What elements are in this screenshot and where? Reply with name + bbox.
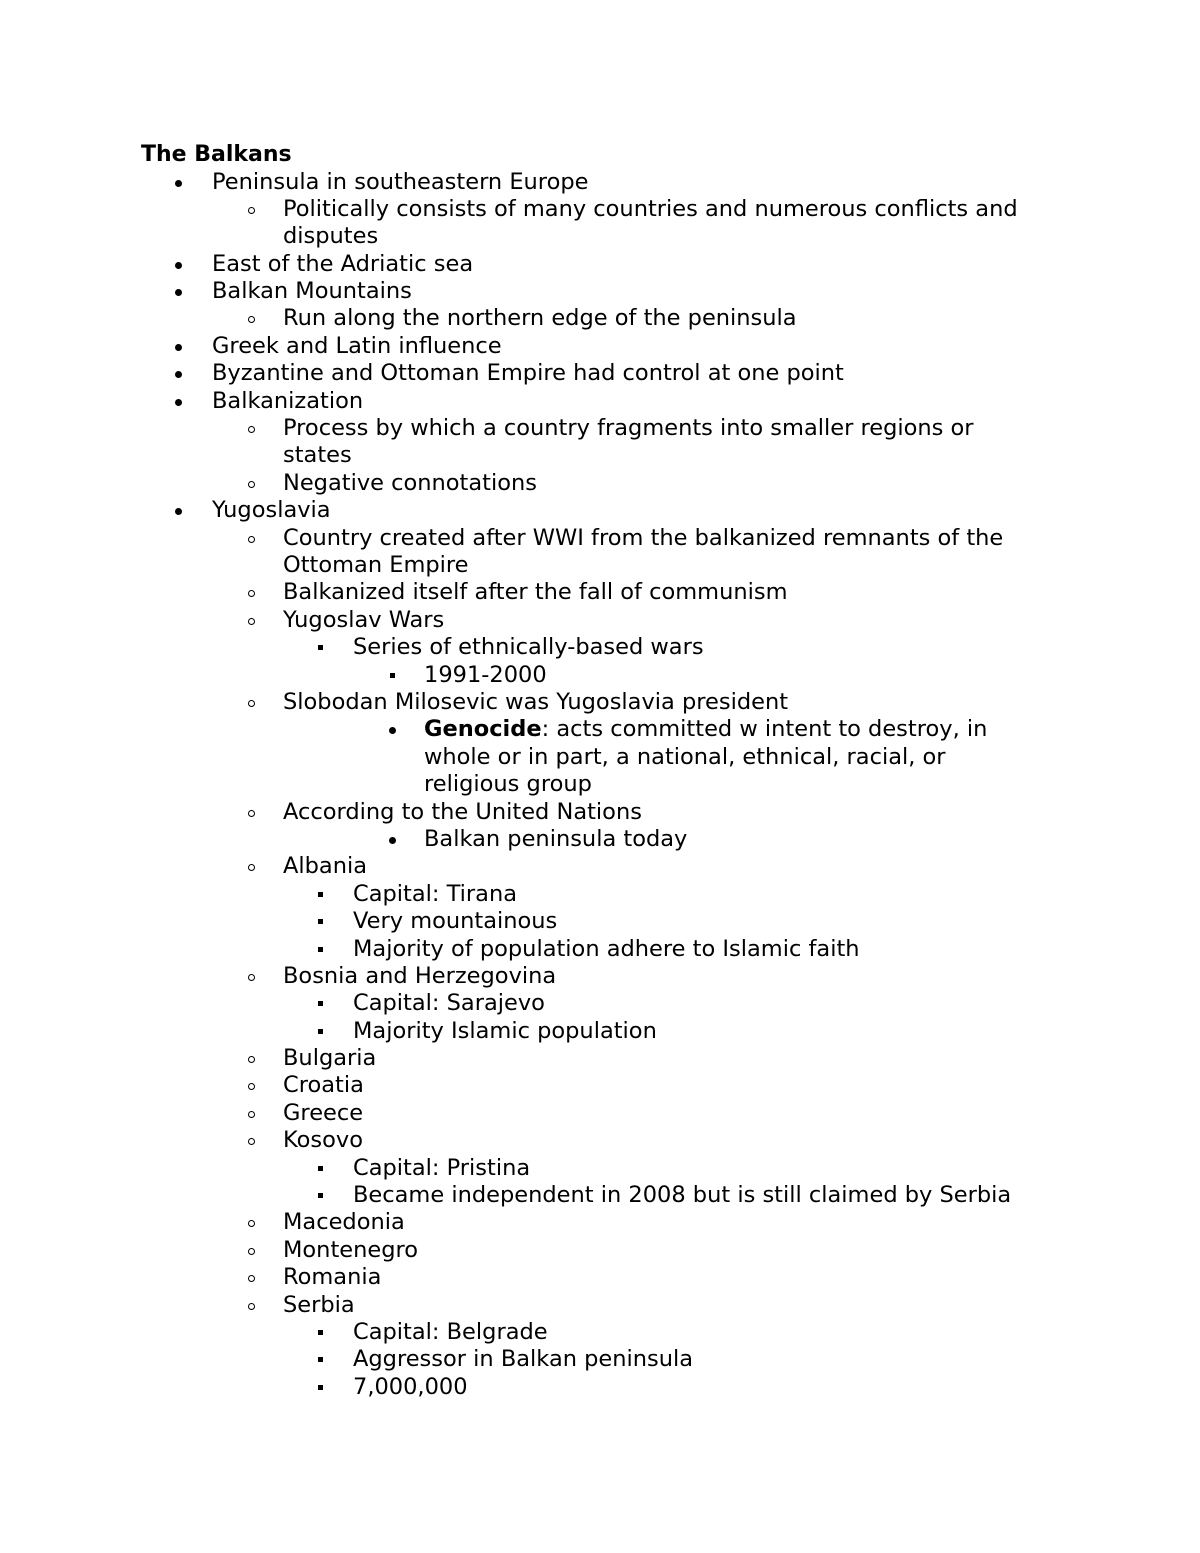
list-item bbox=[0, 579, 1200, 606]
list-item bbox=[0, 525, 1200, 580]
list-item bbox=[0, 799, 1200, 826]
list-item-text: Capital: Belgrade bbox=[353, 1318, 548, 1345]
bullet-circle-icon bbox=[248, 316, 255, 323]
bullet-square-icon bbox=[318, 947, 323, 952]
list-item-text: Politically consists of many countries and numerous conflicts and disputes bbox=[283, 195, 1018, 250]
bullet-dot-icon bbox=[389, 727, 396, 734]
list-item-text: Balkanization bbox=[212, 387, 364, 414]
bullet-square-icon bbox=[318, 1166, 323, 1171]
list-item bbox=[0, 936, 1200, 963]
list-item bbox=[0, 716, 1200, 798]
list-item-text: Montenegro bbox=[283, 1236, 419, 1263]
list-item-text: Balkan peninsula today bbox=[424, 825, 688, 852]
list-item bbox=[0, 278, 1200, 305]
list-item-text: Macedonia bbox=[283, 1209, 405, 1236]
list-item bbox=[0, 470, 1200, 497]
bullet-outline bbox=[0, 169, 1200, 1402]
list-item-text: Romania bbox=[283, 1264, 382, 1291]
list-item-text: Bosnia and Herzegovina bbox=[283, 962, 557, 989]
list-item-text: Byzantine and Ottoman Empire had control at one point bbox=[212, 360, 844, 387]
list-item bbox=[0, 333, 1200, 360]
bullet-square-icon bbox=[318, 1357, 323, 1362]
list-item bbox=[0, 1209, 1200, 1236]
list-item bbox=[0, 497, 1200, 524]
bullet-circle-icon bbox=[248, 1275, 255, 1282]
list-item bbox=[0, 388, 1200, 415]
list-item-text: Capital: Pristina bbox=[353, 1154, 531, 1181]
definition-text: : acts committed w intent to destroy, in whole or in part, a national, ethnical, racial, or religious group bbox=[424, 716, 988, 798]
list-item bbox=[0, 1072, 1200, 1099]
bullet-circle-icon bbox=[248, 864, 255, 871]
bullet-square-icon bbox=[318, 1001, 323, 1006]
bullet-square-icon bbox=[390, 673, 395, 678]
list-item bbox=[0, 908, 1200, 935]
list-item-text: Run along the northern edge of the peninsula bbox=[283, 305, 797, 332]
list-item-text: Croatia bbox=[283, 1072, 364, 1099]
list-item-text: Country created after WWI from the balkanized remnants of the Ottoman Empire bbox=[283, 524, 1004, 579]
bullet-circle-icon bbox=[248, 1248, 255, 1255]
list-item-text: 1991-2000 bbox=[424, 661, 547, 688]
list-item bbox=[0, 1018, 1200, 1045]
bullet-dot-icon bbox=[175, 344, 182, 351]
list-item bbox=[0, 1155, 1200, 1182]
bullet-dot-icon bbox=[389, 837, 396, 844]
list-item-text: Majority of population adhere to Islamic faith bbox=[353, 935, 860, 962]
bullet-circle-icon bbox=[248, 426, 255, 433]
bullet-square-icon bbox=[318, 1029, 323, 1034]
bullet-circle-icon bbox=[248, 700, 255, 707]
list-item-text: Aggressor in Balkan peninsula bbox=[353, 1346, 694, 1373]
list-item-text: Balkanized itself after the fall of communism bbox=[283, 579, 788, 606]
bullet-dot-icon bbox=[175, 399, 182, 406]
list-item bbox=[0, 169, 1200, 196]
bullet-square-icon bbox=[318, 919, 323, 924]
list-item bbox=[0, 853, 1200, 880]
bullet-square-icon bbox=[318, 892, 323, 897]
bullet-circle-icon bbox=[248, 207, 255, 214]
page-title: The Balkans bbox=[141, 142, 292, 167]
bullet-circle-icon bbox=[248, 1111, 255, 1118]
list-item-text: Majority Islamic population bbox=[353, 1017, 657, 1044]
list-item bbox=[0, 1319, 1200, 1346]
bullet-circle-icon bbox=[248, 1220, 255, 1227]
bullet-dot-icon bbox=[175, 508, 182, 515]
list-item bbox=[0, 881, 1200, 908]
list-item-text: East of the Adriatic sea bbox=[212, 250, 474, 277]
bullet-circle-icon bbox=[248, 1083, 255, 1090]
list-item-text: Balkan Mountains bbox=[212, 278, 412, 305]
bullet-circle-icon bbox=[248, 974, 255, 981]
list-item bbox=[0, 607, 1200, 634]
list-item-text: Slobodan Milosevic was Yugoslavia president bbox=[283, 688, 789, 715]
list-item-text bbox=[424, 716, 987, 798]
list-item-text: Negative connotations bbox=[283, 469, 537, 496]
list-item-text: Peninsula in southeastern Europe bbox=[212, 168, 589, 195]
bullet-circle-icon bbox=[248, 536, 255, 543]
list-item-text: Process by which a country fragments into smaller regions or states bbox=[283, 415, 974, 469]
list-item bbox=[0, 1127, 1200, 1154]
list-item bbox=[0, 634, 1200, 661]
bullet-circle-icon bbox=[248, 1056, 255, 1063]
bullet-circle-icon bbox=[248, 810, 255, 817]
list-item bbox=[0, 826, 1200, 853]
list-item bbox=[0, 1264, 1200, 1291]
bullet-circle-icon bbox=[248, 481, 255, 488]
list-item-text: Serbia bbox=[283, 1291, 355, 1318]
list-item-text: Bulgaria bbox=[283, 1045, 377, 1072]
list-item bbox=[0, 662, 1200, 689]
bullet-square-icon bbox=[318, 1330, 323, 1335]
list-item bbox=[0, 360, 1200, 387]
defined-term: Genocide bbox=[424, 716, 542, 743]
bullet-dot-icon bbox=[175, 262, 182, 269]
bullet-square-icon bbox=[318, 1385, 323, 1390]
list-item-text: Series of ethnically-based wars bbox=[353, 634, 704, 661]
list-item bbox=[0, 1045, 1200, 1072]
bullet-dot-icon bbox=[175, 371, 182, 378]
list-item-text: Capital: Sarajevo bbox=[353, 990, 545, 1017]
list-item-text: Greek and Latin influence bbox=[212, 332, 502, 359]
bullet-circle-icon bbox=[248, 618, 255, 625]
list-item bbox=[0, 689, 1200, 716]
list-item-text: According to the United Nations bbox=[283, 798, 642, 825]
list-item bbox=[0, 990, 1200, 1017]
list-item-text: Capital: Tirana bbox=[353, 880, 518, 907]
list-item bbox=[0, 1237, 1200, 1264]
list-item bbox=[0, 415, 1200, 470]
bullet-circle-icon bbox=[248, 590, 255, 597]
bullet-square-icon bbox=[318, 1193, 323, 1198]
bullet-circle-icon bbox=[248, 1303, 255, 1310]
bullet-dot-icon bbox=[175, 289, 182, 296]
list-item bbox=[0, 251, 1200, 278]
list-item-text: Kosovo bbox=[283, 1127, 363, 1154]
list-item bbox=[0, 1100, 1200, 1127]
list-item bbox=[0, 1374, 1200, 1401]
bullet-square-icon bbox=[318, 645, 323, 650]
list-item bbox=[0, 963, 1200, 990]
list-item-text: Greece bbox=[283, 1099, 364, 1126]
list-item bbox=[0, 1292, 1200, 1319]
list-item-text: Very mountainous bbox=[353, 908, 558, 935]
list-item bbox=[0, 1346, 1200, 1373]
list-item bbox=[0, 305, 1200, 332]
list-item-text: Albania bbox=[283, 853, 368, 880]
list-item bbox=[0, 196, 1200, 251]
list-item bbox=[0, 1182, 1200, 1209]
bullet-dot-icon bbox=[175, 180, 182, 187]
list-item-text: Became independent in 2008 but is still claimed by Serbia bbox=[353, 1182, 1012, 1209]
bullet-circle-icon bbox=[248, 1138, 255, 1145]
list-item-text: 7,000,000 bbox=[353, 1373, 468, 1400]
list-item-text: Yugoslav Wars bbox=[283, 606, 445, 633]
list-item-text: Yugoslavia bbox=[212, 497, 331, 524]
